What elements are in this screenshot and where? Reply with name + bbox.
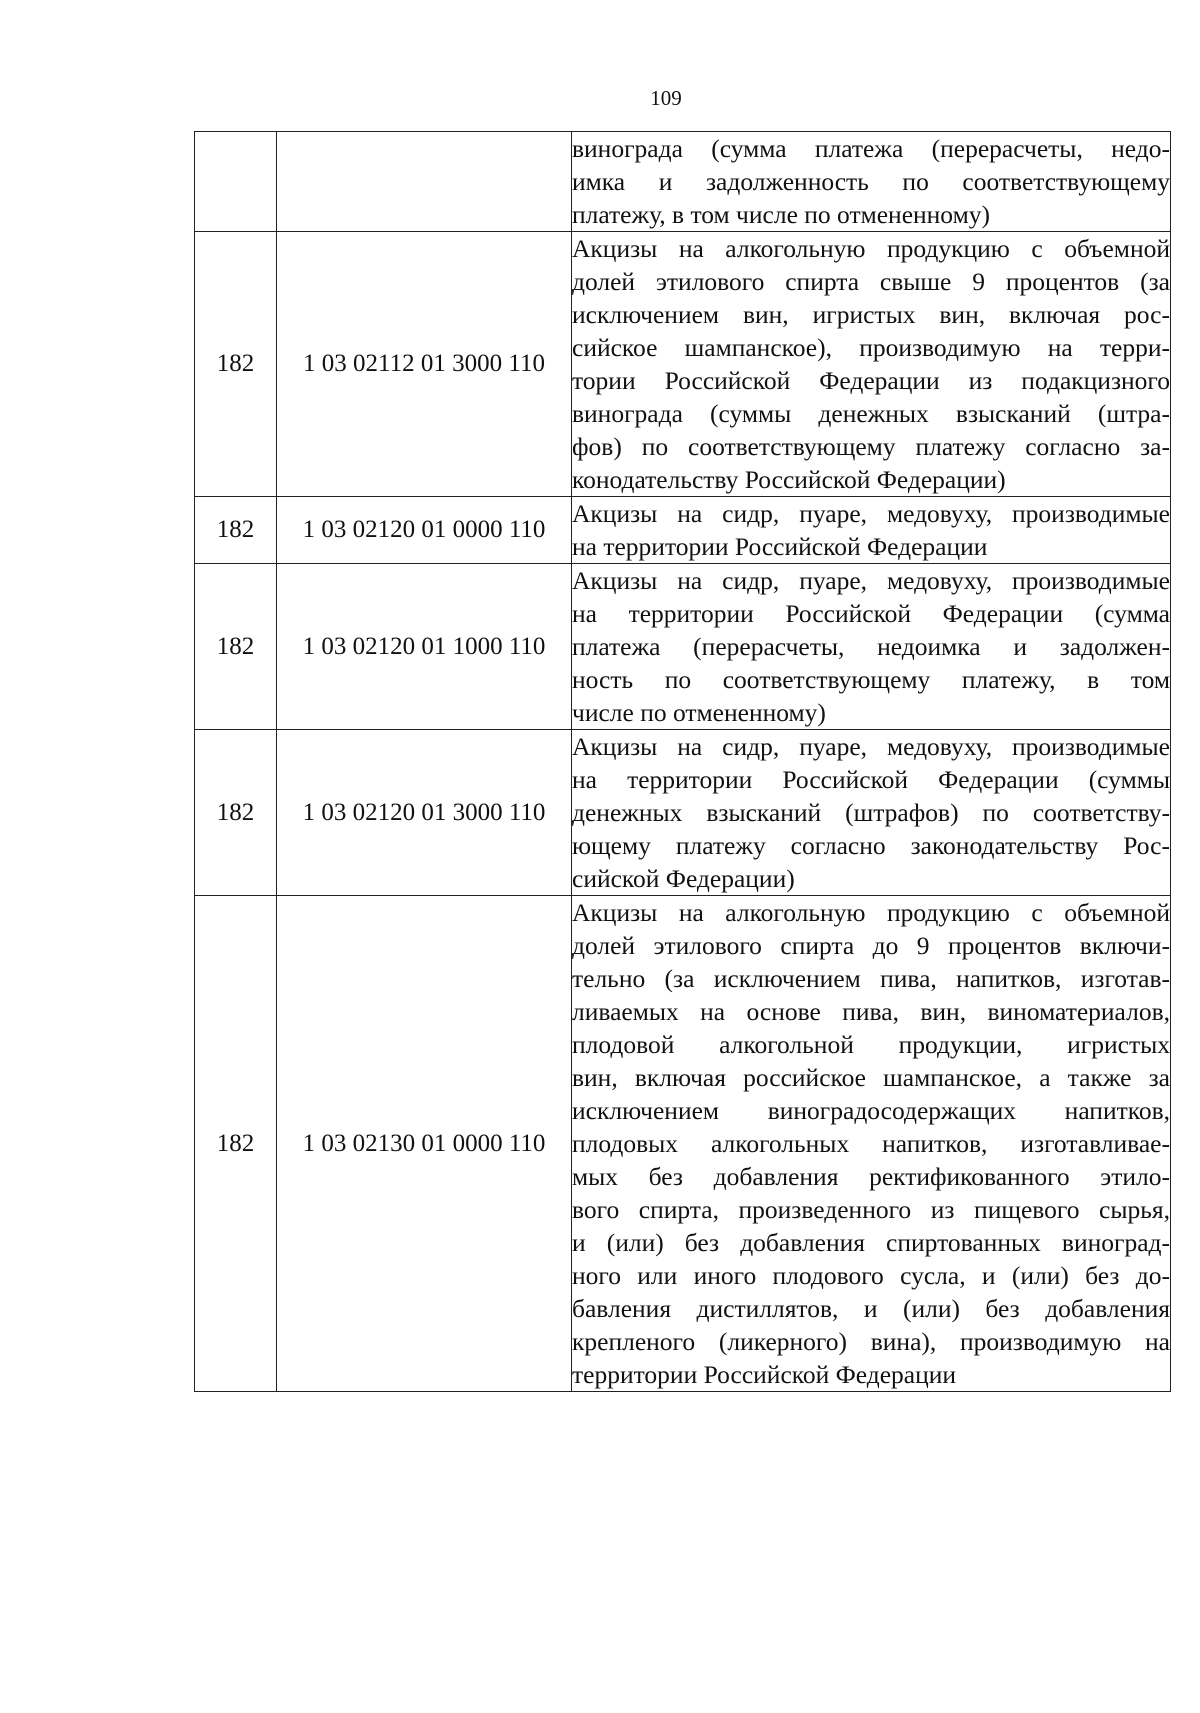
description-line: ного или иного плодового сусла, и (или) без до- <box>572 1261 1170 1290</box>
description-cell <box>572 896 1171 1392</box>
description-line: Акцизы на алкогольную продукцию с объемной <box>572 234 1170 263</box>
description-line: долей этилового спирта свыше 9 процентов (за <box>572 267 1170 296</box>
table-row <box>195 896 1171 1392</box>
description-line: исключением виноградосодержащих напитков, <box>572 1096 1170 1125</box>
description-line: на территории Российской Федерации (сумма <box>572 599 1170 628</box>
admin-code-cell <box>195 132 277 232</box>
admin-code-cell: 182 <box>195 896 277 1392</box>
budget-classification-code-cell: 1 03 02120 01 1000 110 <box>277 564 572 730</box>
admin-code-cell: 182 <box>195 564 277 730</box>
description-line: тельно (за исключением пива, напитков, изготав- <box>572 964 1170 993</box>
description-line: Акцизы на алкогольную продукцию с объемной <box>572 898 1170 927</box>
description-line: территории Российской Федерации <box>572 1360 957 1389</box>
page-number: 109 <box>650 86 682 110</box>
description-line: Акцизы на сидр, пуаре, медовуху, производимые <box>572 732 1170 761</box>
description-line: ливаемых на основе пива, вин, виноматериалов, <box>572 997 1170 1026</box>
description-line: на территории Российской Федерации (суммы <box>572 765 1170 794</box>
description-line: конодательству Российской Федерации) <box>572 465 1006 494</box>
table-row <box>195 132 1171 232</box>
description-line: вого спирта, произведенного из пищевого сырья, <box>572 1195 1170 1224</box>
description-cell <box>572 132 1171 232</box>
description-line: платежа (перерасчеты, недоимка и задолжен- <box>572 632 1170 661</box>
budget-classification-code-cell: 1 03 02130 01 0000 110 <box>277 896 572 1392</box>
description-line: исключением вин, игристых вин, включая рос- <box>572 300 1170 329</box>
description-line: крепленого (ликерного) вина), производимую на <box>572 1327 1170 1356</box>
description-line: тории Российской Федерации из подакцизного <box>572 366 1170 395</box>
description-cell <box>572 730 1171 896</box>
description-line: мых без добавления ректификованного этило- <box>572 1162 1170 1191</box>
description-line: ющему платежу согласно законодательству Рос- <box>572 831 1170 860</box>
description-line: плодовых алкогольных напитков, изготавливае- <box>572 1129 1170 1158</box>
description-line: винограда (сумма платежа (перерасчеты, недо- <box>572 134 1170 163</box>
description-line: Акцизы на сидр, пуаре, медовуху, производимые <box>572 566 1170 595</box>
description-line: сийской Федерации) <box>572 864 795 893</box>
admin-code-cell: 182 <box>195 497 277 564</box>
description-cell <box>572 232 1171 497</box>
description-line: Акцизы на сидр, пуаре, медовуху, производимые <box>572 499 1170 528</box>
budget-classification-code-cell: 1 03 02120 01 0000 110 <box>277 497 572 564</box>
description-line: плодовой алкогольной продукции, игристых <box>572 1030 1170 1059</box>
admin-code-cell: 182 <box>195 730 277 896</box>
description-line: ность по соответствующему платежу, в том <box>572 665 1170 694</box>
table-row <box>195 497 1171 564</box>
description-line: платежу, в том числе по отмененному) <box>572 200 990 229</box>
description-line: денежных взысканий (штрафов) по соответству- <box>572 798 1170 827</box>
description-cell <box>572 497 1171 564</box>
table-row <box>195 232 1171 497</box>
table-row <box>195 730 1171 896</box>
budget-classification-code-cell: 1 03 02120 01 3000 110 <box>277 730 572 896</box>
description-line: винограда (суммы денежных взысканий (штра- <box>572 399 1170 428</box>
budget-codes-table <box>194 131 1171 1392</box>
description-line: сийское шампанское), производимую на терри- <box>572 333 1170 362</box>
description-line: вин, включая российское шампанское, а также за <box>572 1063 1170 1092</box>
description-line: и (или) без добавления спиртованных виноград- <box>572 1228 1170 1257</box>
description-line: бавления дистиллятов, и (или) без добавления <box>572 1294 1170 1323</box>
description-line: на территории Российской Федерации <box>572 532 988 561</box>
description-line: числе по отмененному) <box>572 698 826 727</box>
description-line: долей этилового спирта до 9 процентов включи- <box>572 931 1170 960</box>
budget-classification-code-cell <box>277 132 572 232</box>
description-line: фов) по соответствующему платежу согласно за- <box>572 432 1170 461</box>
budget-classification-code-cell: 1 03 02112 01 3000 110 <box>277 232 572 497</box>
description-line: имка и задолженность по соответствующему <box>572 167 1170 196</box>
description-cell <box>572 564 1171 730</box>
table-body <box>195 132 1171 1392</box>
table-row <box>195 564 1171 730</box>
admin-code-cell: 182 <box>195 232 277 497</box>
